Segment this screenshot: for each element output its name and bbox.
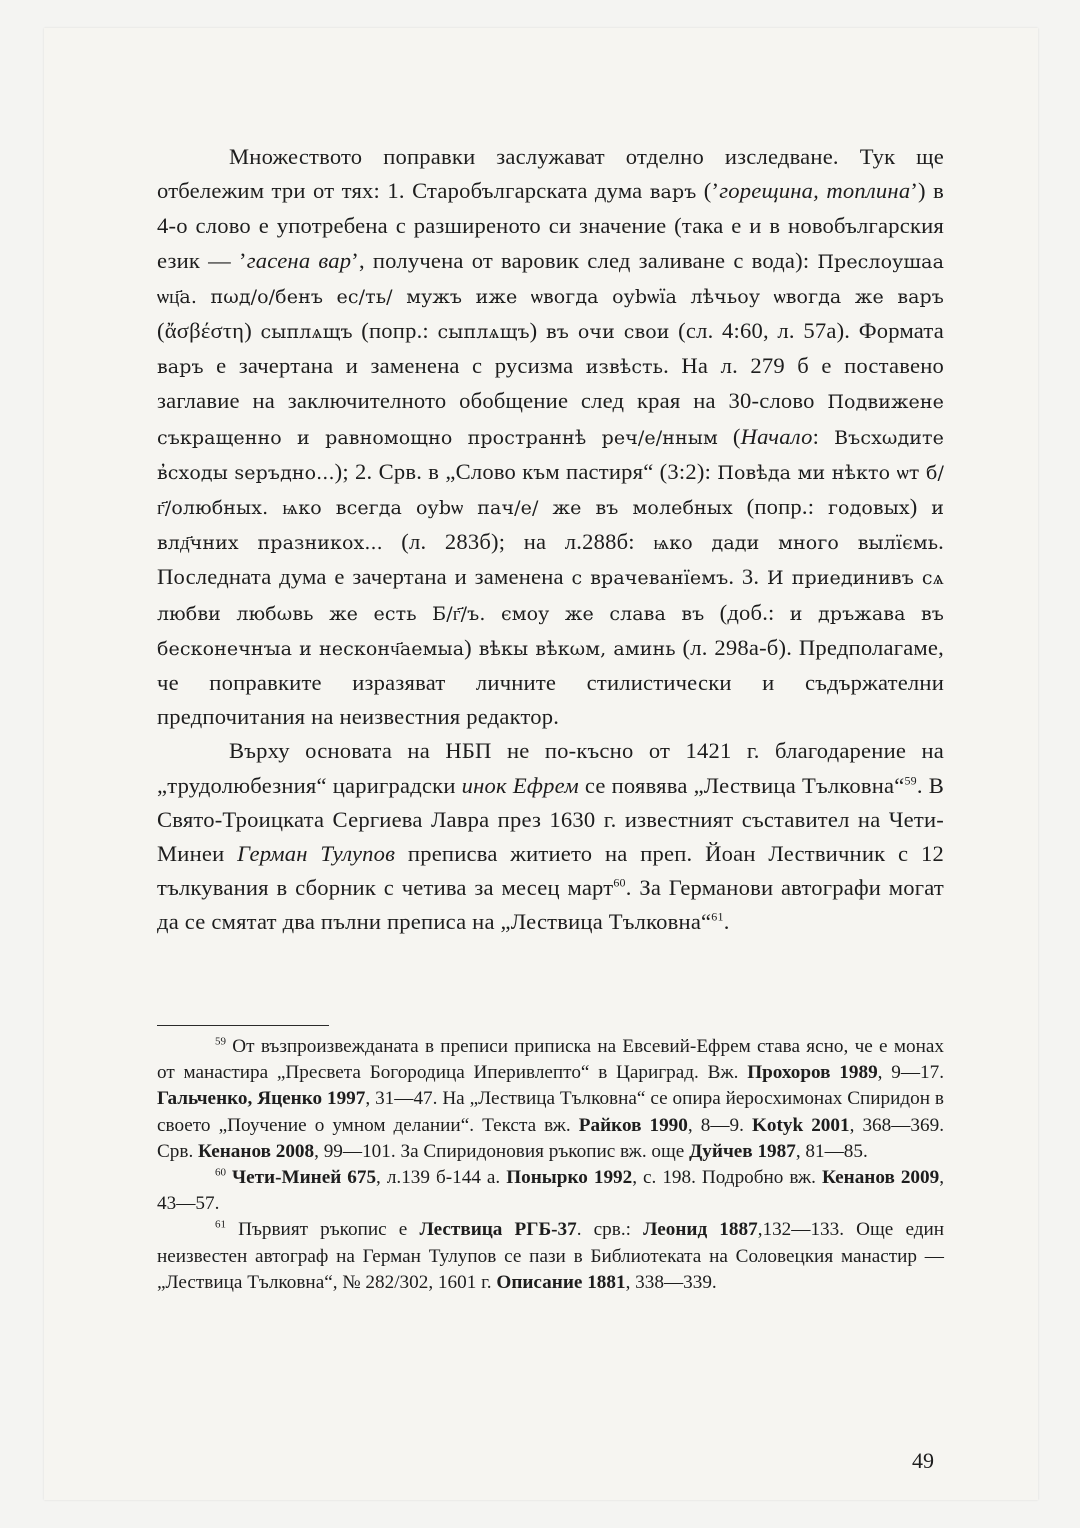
footnote-ref-59: 59 (904, 773, 917, 788)
page-number: 49 (912, 1448, 934, 1473)
footnote-60: $^{60}$ Чети-Миней 675, л.139 б-144 а. Понырко 1992, с. 198. Подробно вж. Кенанов 2009, 43—57. (157, 1166, 944, 1215)
main-text (157, 140, 944, 940)
footnotes (157, 1034, 944, 1296)
footnote-divider (157, 1025, 329, 1026)
footnote-ref-61: 61 (711, 909, 724, 924)
paragraph-lestvitsa: Върху основата на НБП не по-късно от 1421 г. благодарение на „трудолюбезния“ цариградски инок Ефрем се появява „Лествица Тълковна“$^{59}$. В Свято-Троицката Сергиева Лавра през 1630 г. известният съставител на Чети-Минеи Герман Тулупов преписва житието на преп. Йоан Лествичник с 12 тълкувания в сборник с четива за месец март$^{60}$. За Германови автографи могат да се смятат два пълни преписа на „Лествица Тълковна“$^{61}$. (157, 738, 944, 935)
footnote-ref-60: 60 (613, 875, 626, 890)
footnote-59: $^{59}$ От възпроизвежданата в преписи приписка на Евсевий-Ефрем става ясно, че е монах от манастира „Пресвета Богородица Иперивлепто“ в Цариград. Вж. Прохоров 1989, 9—17. Гальченко, Яценко 1997, 31—47. На „Лествица Тълковна“ се опира йеросхимонах Спиридон в своето „Поучение о умном делании“. Текста вж. Райков 1990, 8—9. Kotyk 2001, 368—369. Срв. Кенанов 2008, 99—101. За Спиридоновия ръкопис вж. още Дуйчев 1987, 81—85. (157, 1035, 945, 1162)
paragraph-corrections: Множеството поправки заслужават отделно изследване. Тук ще отбележим три от тях: 1. Старобългарската дума варъ (’горещина, топлина’) в 4-о слово е употребена с разширеното си значение (така е и в новобългарския език — ’гасена вар’, получена от варовик след заливане с вода): Преслоушаа ѡц҃а. пωд/о/бенъ ес/ть/ мужъ иже ѡвогда оуbѡїа лѣчьоу ѡвогда же варъ (ἄσβέστη) сыплѧщъ (попр.: сыплѧщъ) въ очи свои (сл. 4:60, л. 57а). Формата варъ е зачертана и заменена с русизма извѣсть. На л. 279 б е поставено заглавие на заключителното обобщение след края на 30-слово Подвижене съкращенно и равномощно пространнѣ реч/е/нным (Начало: Въсхωдите в̓сходы ѕеръдно...); 2. Срв. в „Слово към пастиря“ (3:2): Повѣда ми нѣкто ѡт б/г҃/олюбных. ѩко всегда оуbѡ пач/е/ же въ молебных (попр.: годовых) и влд҃чних празникох... (л. 283б); на л.288б: ѩко дади много вылїємь. Последната дума е зачертана и заменена с врачеванїемъ. 3. И приединивъ сѧ любви любωвь же есть Б/г҃/ъ. ємоу же слава въ (доб.: и дръжава въ бесконечнꙑа и несконч҃аемыа) вѣкы вѣкωм, аминь (л. 298а-б). Предполагаме, че поправките изразяват личните стилистически и съдържателни предпочитания на неизвестния редактор. (157, 144, 945, 730)
footnote-61: $^{61}$ Първият ръкопис е Лествица РГБ-37. срв.: Леонид 1887,132—133. Още един неизвестен автограф на Герман Тулупов се пази в Библиотеката на Соловецкия манастир — „Лествица Тълковна“, № 282/302, 1601 г. Описание 1881, 338—339. (157, 1219, 945, 1293)
